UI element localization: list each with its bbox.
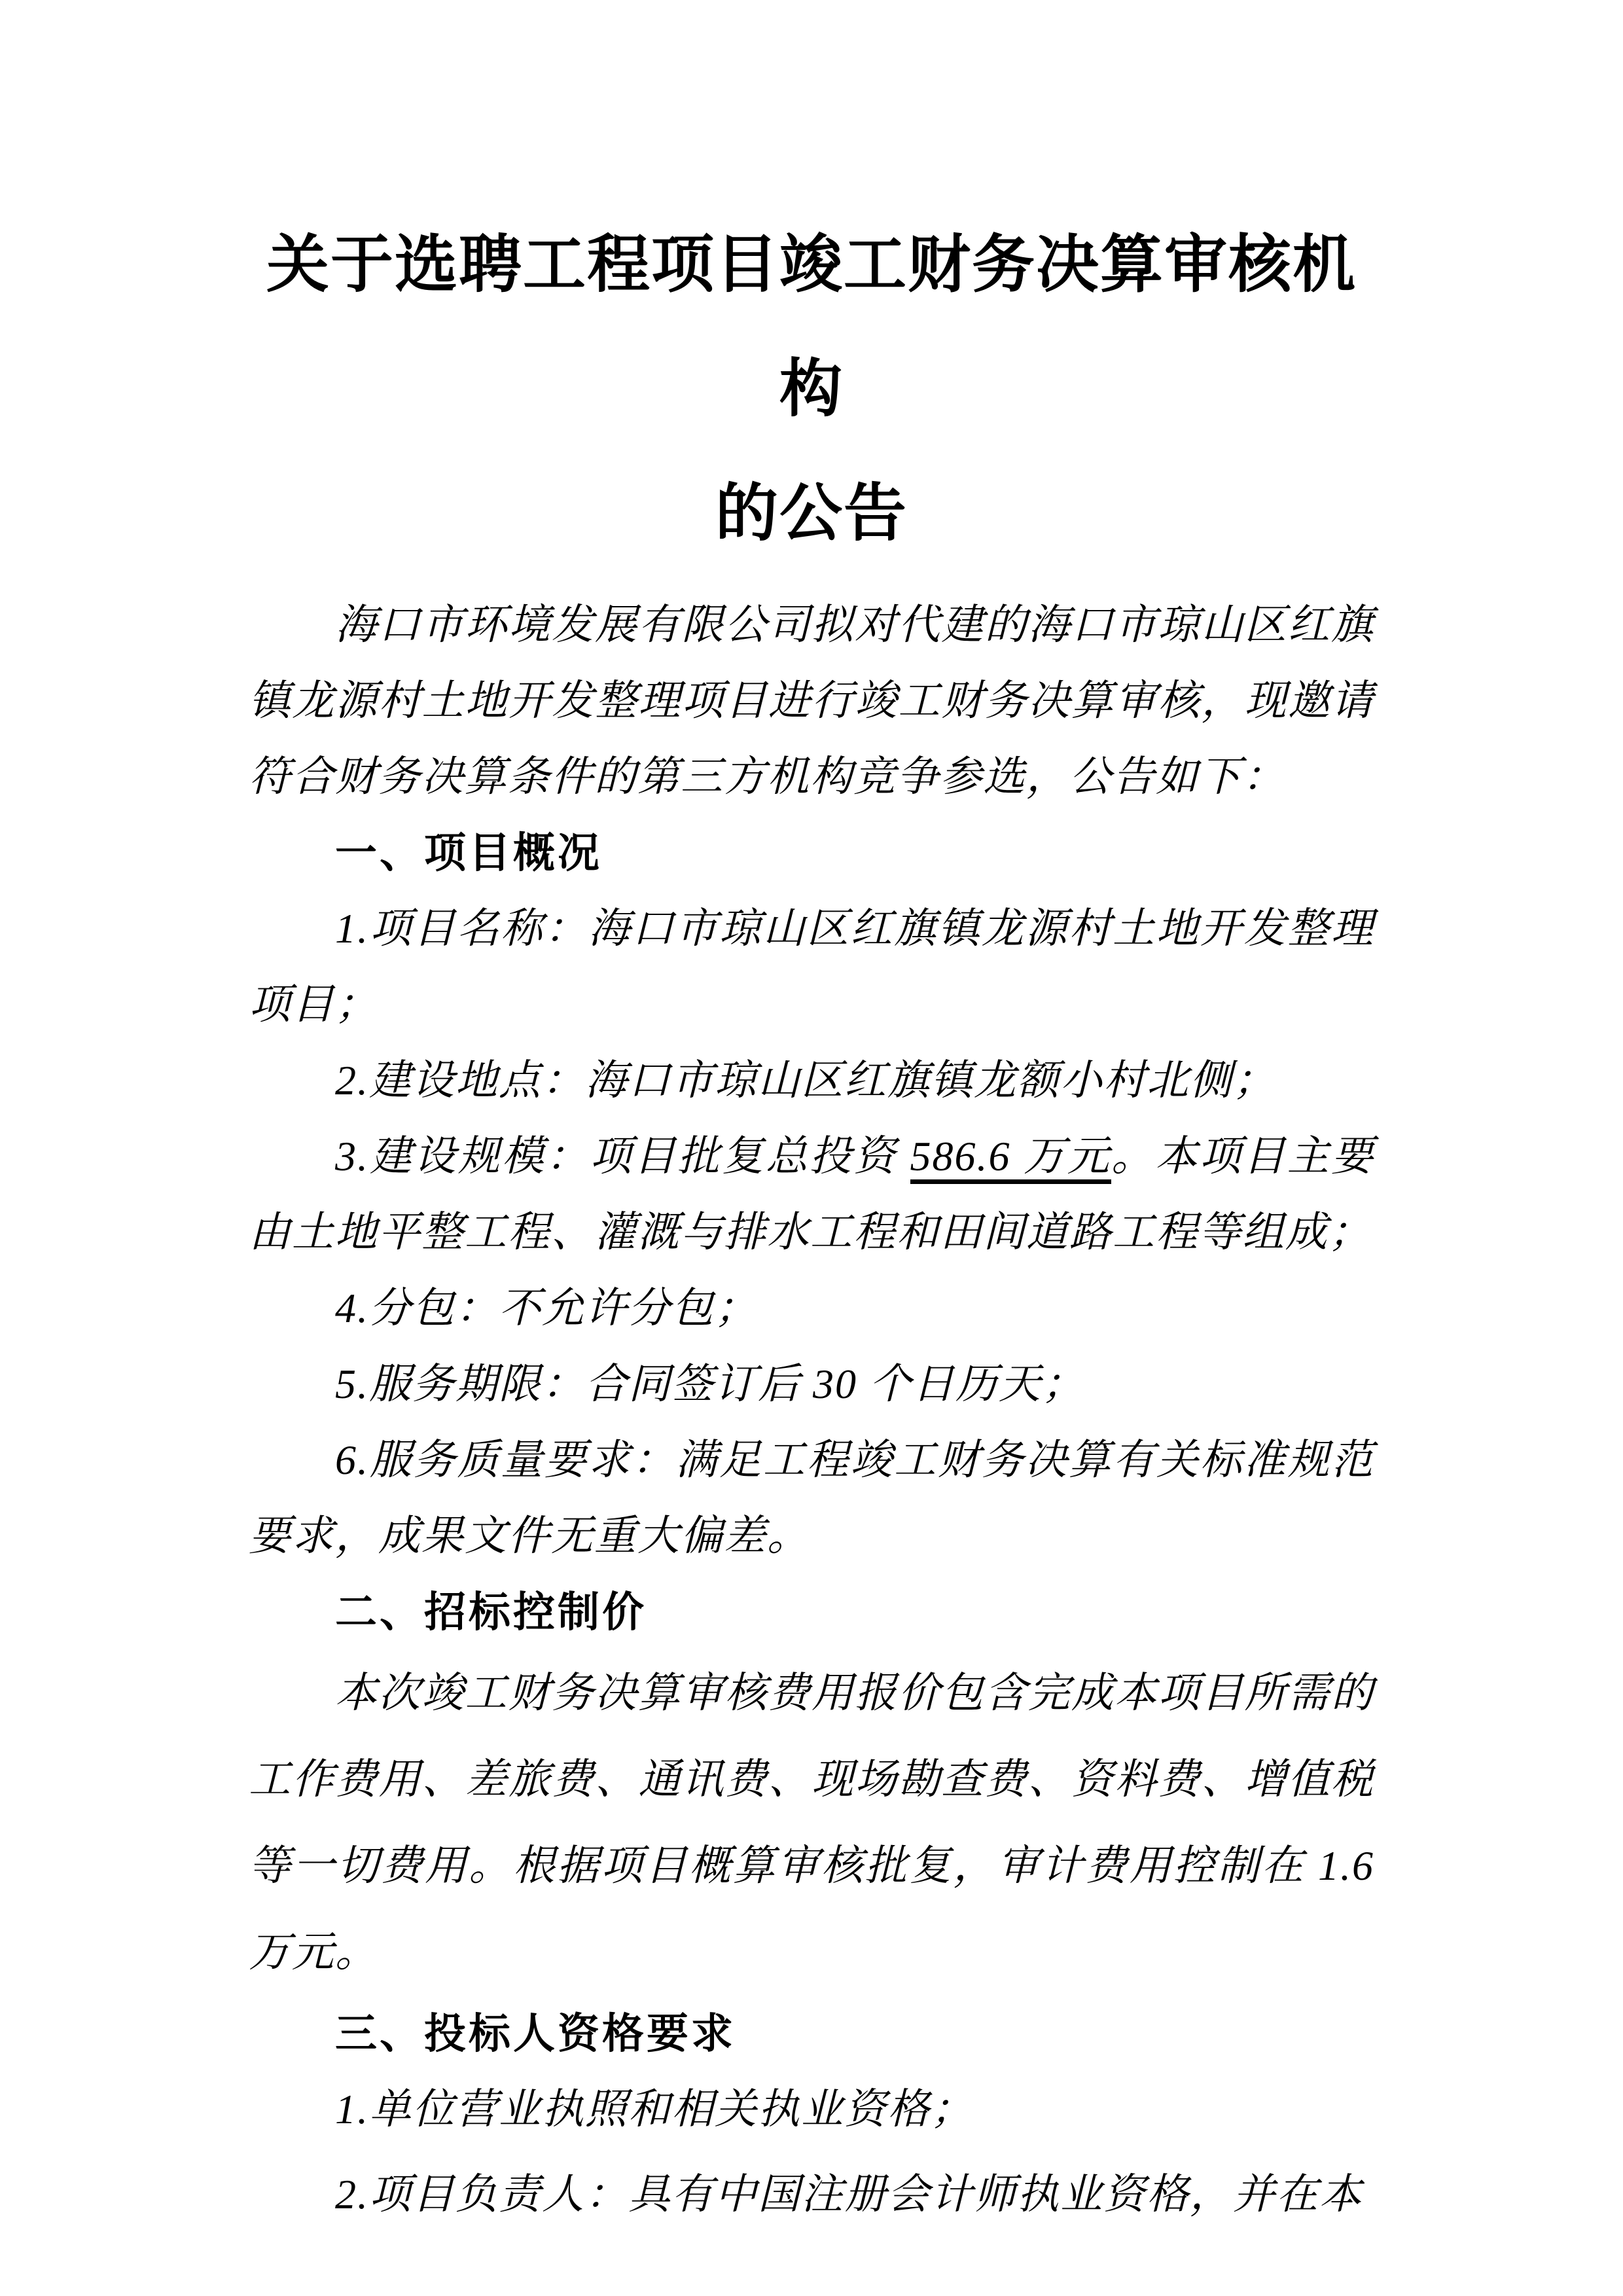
section-price-heading: 二、招标控制价 xyxy=(335,1588,647,1636)
qualification-item-license: 1.单位营业执照和相关执业资格； xyxy=(335,2086,974,2132)
overview-item-location: 2.建设地点：海口市琼山区红旗镇龙额小村北侧； xyxy=(335,1057,1276,1103)
section-qualification-heading: 三、投标人资格要求 xyxy=(335,2010,736,2057)
title-line-1: 关于选聘工程项目竣工财务决算审核机构 xyxy=(266,230,1357,424)
overview-item-scale xyxy=(249,1119,1374,1270)
qualification-item-leader: 2.项目负责人：具有中国注册会计师执业资格，并在本 xyxy=(335,2171,1363,2217)
scale-text-suffix: 。本项目主要由土地平整工程、灌溉与排水工程和田间道路工程等组成； xyxy=(249,1133,1375,1255)
scale-text-prefix: 3.建设规模：项目批复总投资 xyxy=(335,1133,910,1179)
section-overview-heading: 一、项目概况 xyxy=(335,829,602,876)
overview-item-subcontract: 4.分包：不允许分包； xyxy=(335,1285,758,1331)
document-content xyxy=(249,203,1374,2233)
overview-item-quality: 6.服务质量要求：满足工程竣工财务决算有关标准规范要求，成果文件无重大偏差。 xyxy=(249,1437,1374,1559)
scale-investment-underlined: 586.6 万元 xyxy=(910,1133,1112,1184)
title-line-2: 的公告 xyxy=(715,478,908,548)
document-title xyxy=(249,203,1374,576)
overview-item-service-period: 5.服务期限：合同签订后 30 个日历天； xyxy=(335,1361,1085,1407)
intro-paragraph: 海口市环境发展有限公司拟对代建的海口市琼山区红旗镇龙源村土地开发整理项目进行竣工财务决算审核，现邀请符合财务决算条件的第三方机构竞争参选，公告如下： xyxy=(249,601,1374,800)
overview-item-project-name: 1.项目名称：海口市琼山区红旗镇龙源村土地开发整理项目； xyxy=(249,905,1374,1028)
price-paragraph: 本次竣工财务决算审核费用报价包含完成本项目所需的工作费用、差旅费、通讯费、现场勘查费、资料费、增值税等一切费用。根据项目概算审核批复，审计费用控制在 1.6 万元。 xyxy=(249,1670,1374,1975)
